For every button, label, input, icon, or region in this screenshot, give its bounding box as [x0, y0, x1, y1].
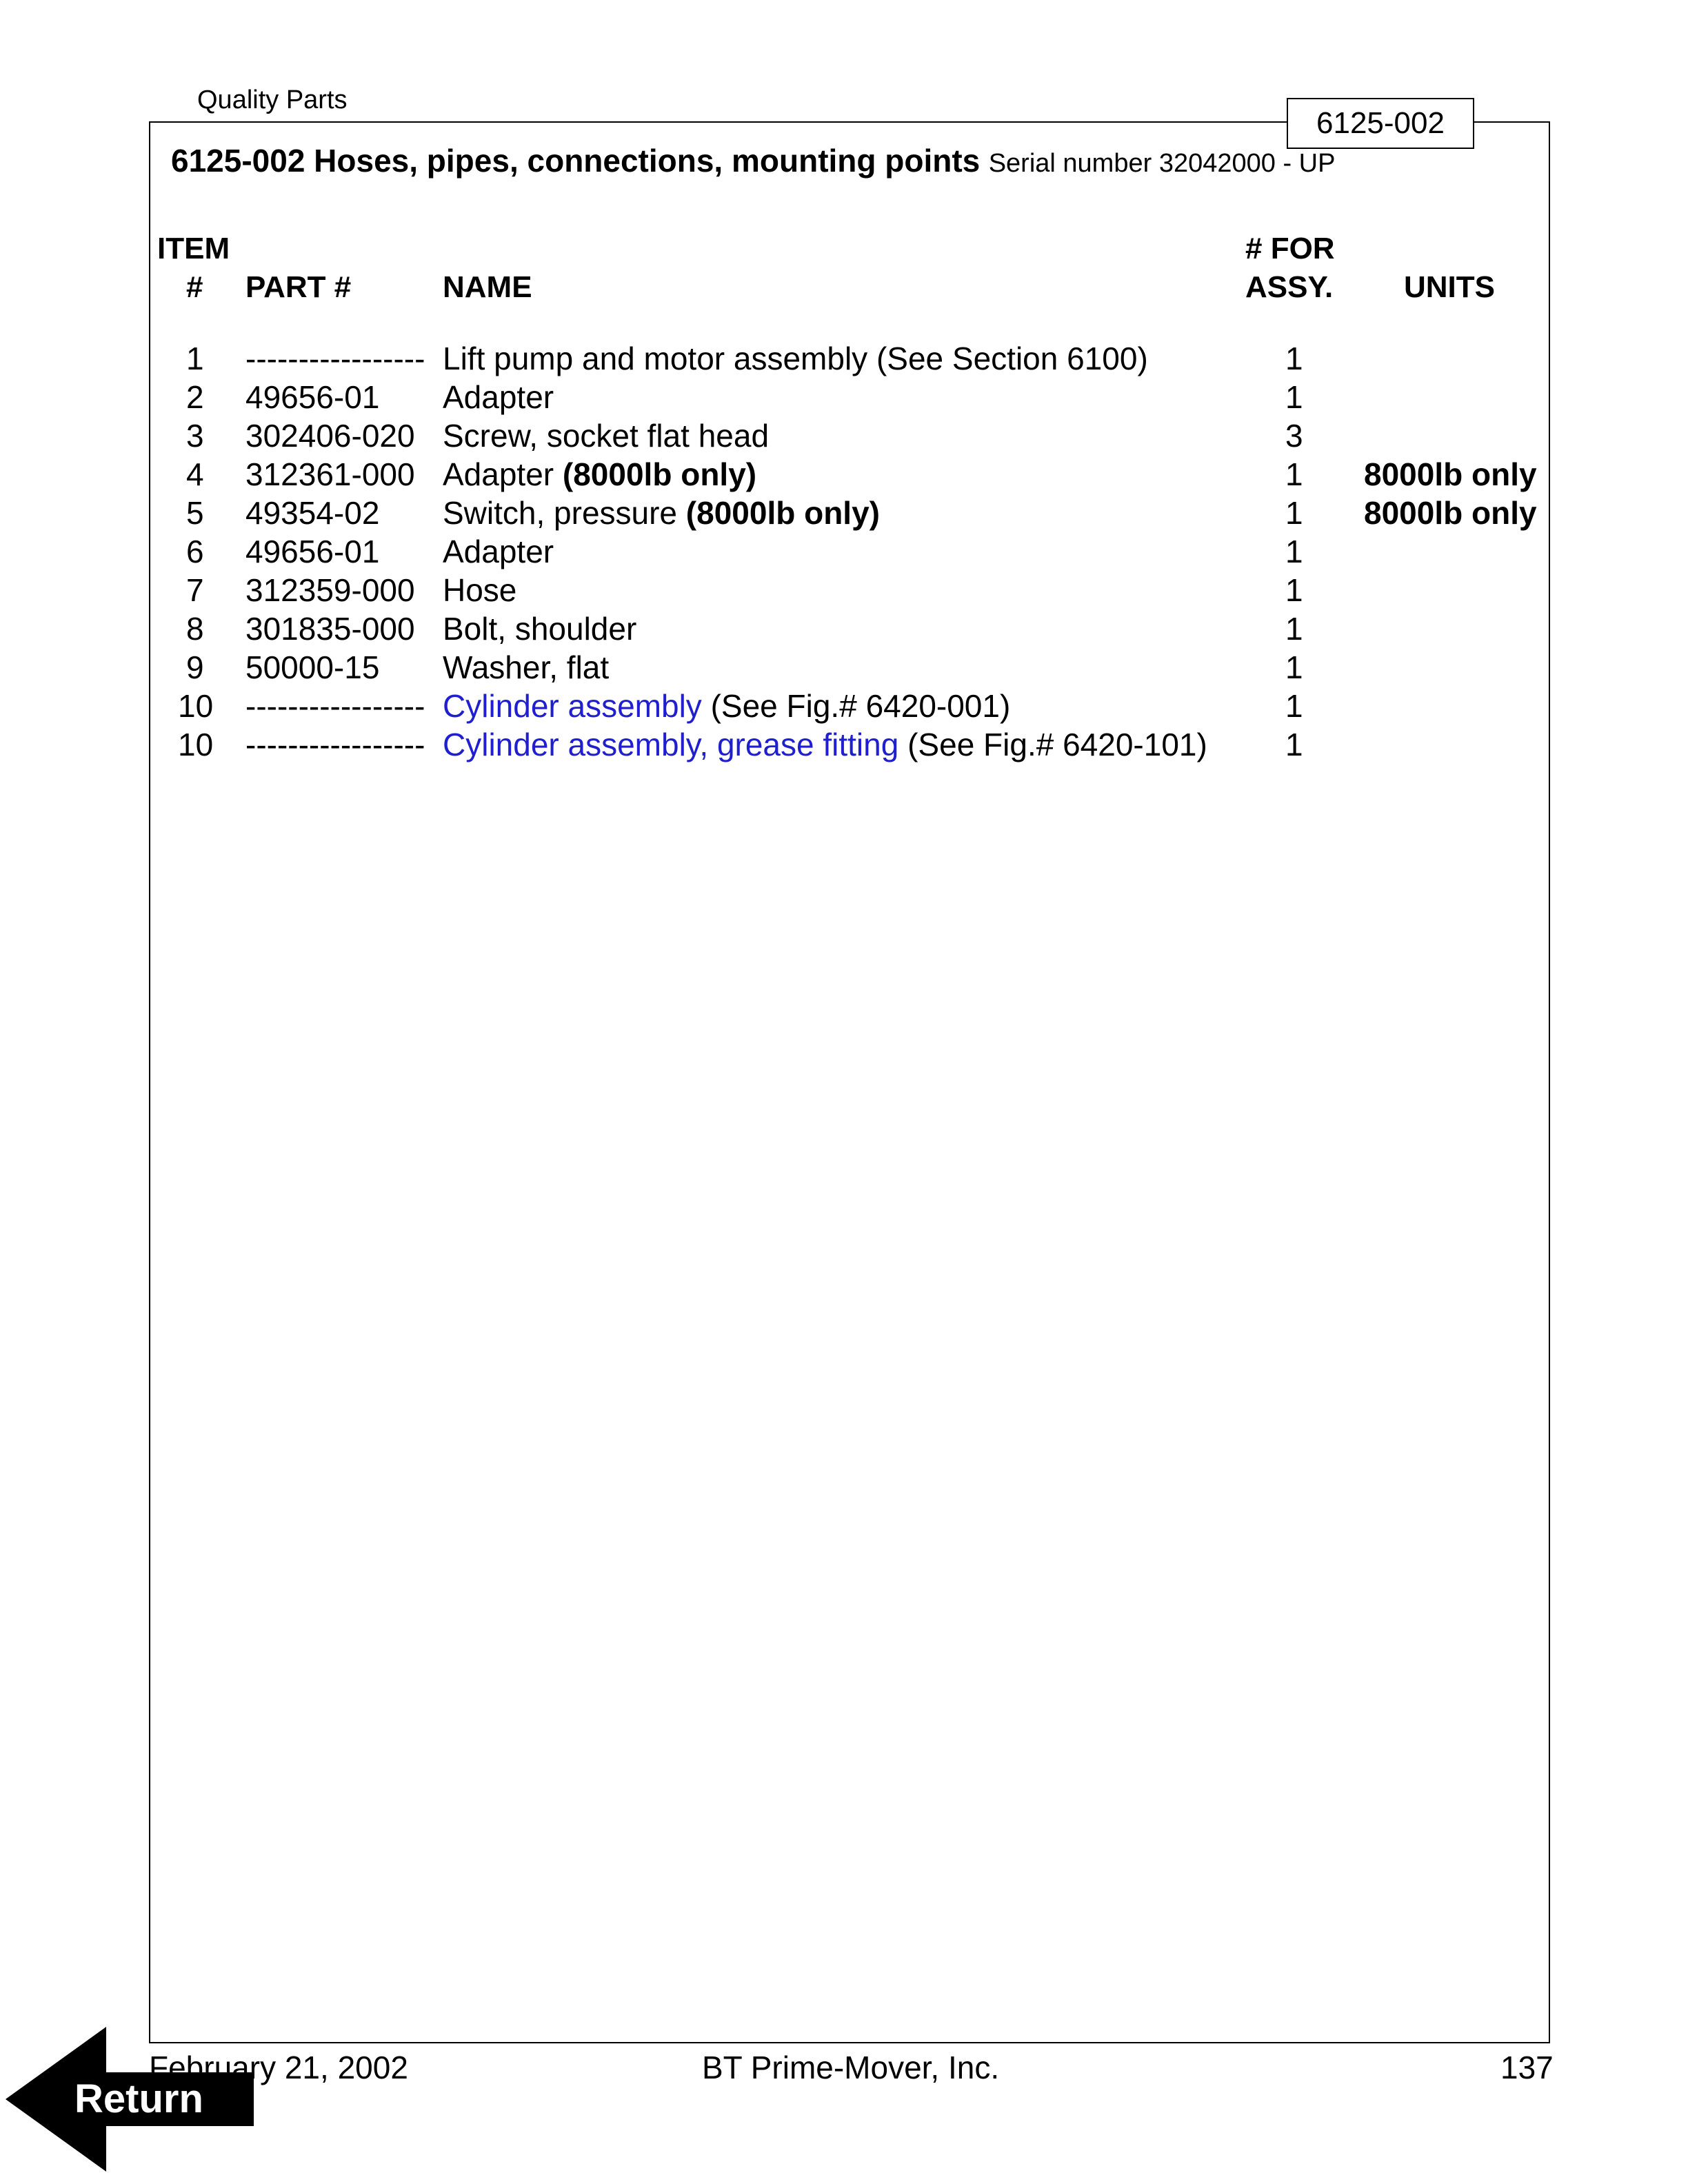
assy-qty: 1	[1285, 341, 1303, 376]
part-name: Adapter	[443, 534, 554, 569]
cylinder-grease-fitting-link[interactable]: Cylinder assembly, grease fitting	[443, 727, 899, 762]
assy-qty: 1	[1285, 572, 1303, 608]
part-number: -----------------	[245, 688, 425, 724]
item-number: 7	[186, 572, 204, 608]
item-number: 10	[178, 727, 214, 762]
part-number: 301835-000	[245, 611, 415, 647]
assy-qty: 1	[1285, 727, 1303, 762]
part-number: 312359-000	[245, 572, 415, 608]
part-number: 312361-000	[245, 456, 415, 492]
return-button[interactable]	[6, 2027, 254, 2172]
company-label: Quality Parts	[197, 85, 348, 114]
item-number: 8	[186, 611, 204, 647]
col-assy-top: # FOR	[1245, 232, 1335, 265]
part-name: Adapter	[443, 456, 554, 492]
part-name: Bolt, shoulder	[443, 611, 637, 647]
col-assy-bottom: ASSY.	[1245, 270, 1334, 304]
item-number: 3	[186, 418, 204, 454]
cylinder-assembly-link[interactable]: Cylinder assembly	[443, 688, 702, 724]
part-name: Adapter	[443, 379, 554, 415]
assy-qty: 1	[1285, 495, 1303, 531]
part-name: Switch, pressure	[443, 495, 678, 531]
item-number: 6	[186, 534, 204, 569]
part-name-group	[443, 455, 756, 494]
units-note: 8000lb only	[1364, 495, 1537, 531]
part-name: Screw, socket flat head	[443, 418, 770, 454]
part-number: 302406-020	[245, 418, 415, 454]
part-number: 49656-01	[245, 379, 380, 415]
assy-qty: 1	[1285, 534, 1303, 569]
footer-date: February 21, 2002	[149, 2050, 408, 2085]
assy-qty: 1	[1285, 649, 1303, 685]
part-number: -----------------	[245, 727, 425, 762]
footer-company: BT Prime-Mover, Inc.	[702, 2050, 1000, 2085]
footer-page-number: 137	[1500, 2050, 1554, 2085]
col-item-bottom: #	[186, 270, 203, 304]
page-title-line	[171, 142, 1335, 179]
assy-qty: 3	[1285, 418, 1303, 454]
assy-qty: 1	[1285, 379, 1303, 415]
item-number: 4	[186, 456, 204, 492]
part-name-note: (8000lb only)	[562, 456, 757, 492]
part-name: Hose	[443, 572, 517, 608]
item-number: 10	[178, 688, 214, 724]
part-name: Washer, flat	[443, 649, 610, 685]
col-item-top: ITEM	[157, 232, 230, 265]
figure-number-box: 6125-002	[1287, 98, 1474, 149]
part-name-ref: (See Fig.# 6420-101)	[907, 727, 1207, 762]
return-button-label: Return	[74, 2076, 203, 2121]
part-number: 49656-01	[245, 534, 380, 569]
serial-number: Serial number 32042000 - UP	[988, 149, 1336, 178]
part-name-group	[443, 494, 880, 532]
part-number: 50000-15	[245, 649, 380, 685]
item-number: 5	[186, 495, 204, 531]
col-part: PART #	[245, 270, 352, 304]
item-number: 9	[186, 649, 204, 685]
part-name-ref: (See Fig.# 6420-001)	[710, 688, 1011, 724]
part-name-group	[443, 725, 1207, 764]
assy-qty: 1	[1285, 456, 1303, 492]
col-name: NAME	[443, 270, 532, 304]
part-name-note: (8000lb only)	[685, 495, 880, 531]
page-title: 6125-002 Hoses, pipes, connections, mounting points	[171, 143, 981, 179]
assy-qty: 1	[1285, 611, 1303, 647]
part-number: -----------------	[245, 341, 425, 376]
units-note: 8000lb only	[1364, 456, 1537, 492]
col-units: UNITS	[1404, 270, 1495, 304]
part-number: 49354-02	[245, 495, 380, 531]
item-number: 2	[186, 379, 204, 415]
part-name-group	[443, 687, 1010, 725]
item-number: 1	[186, 341, 204, 376]
assy-qty: 1	[1285, 688, 1303, 724]
part-name: Lift pump and motor assembly (See Section 6100)	[443, 341, 1148, 376]
